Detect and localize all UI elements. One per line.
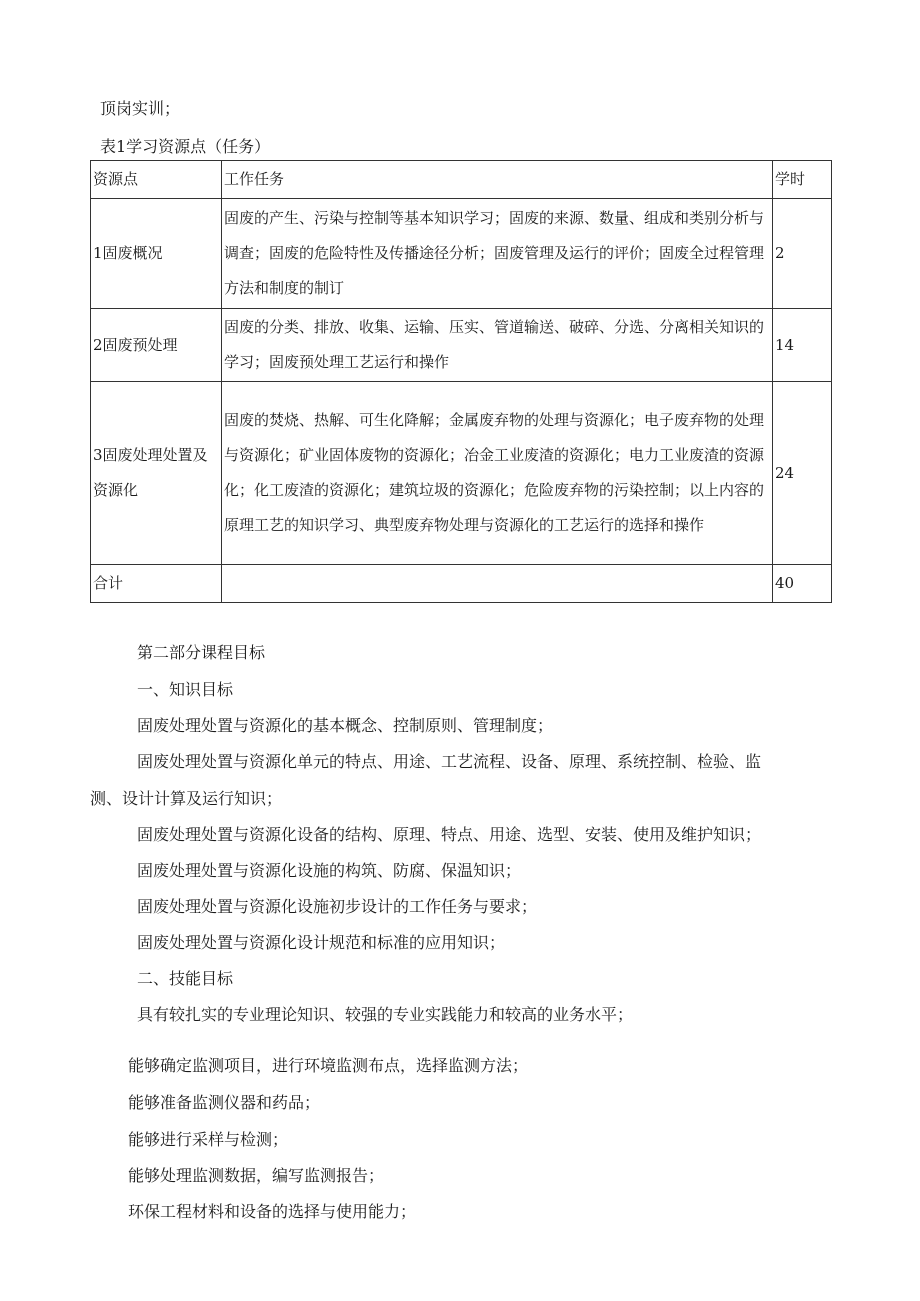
header-hours: 学时 xyxy=(773,161,832,199)
skill-heading: 二、技能目标 xyxy=(137,969,234,988)
row-point: 1固废概况 xyxy=(91,199,222,309)
row-point: 3固废处理处置及资源化 xyxy=(91,382,222,565)
knowledge-item: 固废处理处置与资源化设备的结构、原理、特点、用途、选型、安装、使用及维护知识； xyxy=(137,825,762,844)
row-task: 固废的焚烧、热解、可生化降解；金属废弃物的处理与资源化；电子废弃物的处理与资源化；矿业固体废物的资源化；冶金工业废渣的资源化；电力工业废渣的资源化；化工废渣的资源化；建筑垃圾的资源化；危险废弃物的污染控制；以上内容的原理工艺的知识学习、典型废弃物处理与资源化的工艺运行的选择和操作 xyxy=(222,382,773,565)
section2-title: 第二部分课程目标 xyxy=(137,643,266,662)
header-point: 资源点 xyxy=(91,161,222,199)
row-hours: 24 xyxy=(773,382,832,565)
knowledge-item: 固废处理处置与资源化设施的构筑、防腐、保温知识； xyxy=(137,861,522,880)
skill-item: 能够准备监测仪器和药品； xyxy=(128,1093,321,1112)
skill-intro: 具有较扎实的专业理论知识、较强的专业实践能力和较高的业务水平； xyxy=(137,1005,634,1024)
table-row xyxy=(91,309,832,382)
skill-item: 能够确定监测项目，进行环境监测布点，选择监测方法； xyxy=(128,1056,529,1075)
row-task: 固废的产生、污染与控制等基本知识学习；固废的来源、数量、组成和类别分析与调查；固废的危险特性及传播途径分析；固废管理及运行的评价；固废全过程管理方法和制度的制订 xyxy=(222,199,773,309)
knowledge-item: 固废处理处置与资源化的基本概念、控制原则、管理制度； xyxy=(137,716,554,735)
knowledge-item: 固废处理处置与资源化单元的特点、用途、工艺流程、设备、原理、系统控制、检验、监 xyxy=(137,752,762,771)
table-header-row xyxy=(91,161,832,199)
intro-line: 顶岗实训； xyxy=(100,99,181,118)
table-row xyxy=(91,565,832,603)
skill-item: 能够处理监测数据，编写监测报告； xyxy=(128,1166,385,1185)
row-task: 固废的分类、排放、收集、运输、压实、管道输送、破碎、分选、分离相关知识的学习；固废预处理工艺运行和操作 xyxy=(222,309,773,382)
skill-item: 环保工程材料和设备的选择与使用能力； xyxy=(128,1202,417,1221)
resource-table xyxy=(90,160,832,603)
table-row xyxy=(91,382,832,565)
row-hours: 40 xyxy=(773,565,832,603)
row-hours: 14 xyxy=(773,309,832,382)
table-row xyxy=(91,199,832,309)
row-hours: 2 xyxy=(773,199,832,309)
row-point: 2固废预处理 xyxy=(91,309,222,382)
table-caption: 表1学习资源点（任务） xyxy=(100,137,271,156)
row-task xyxy=(222,565,773,603)
header-task: 工作任务 xyxy=(222,161,773,199)
knowledge-item: 固废处理处置与资源化设施初步设计的工作任务与要求； xyxy=(137,897,538,916)
knowledge-item: 固废处理处置与资源化设计规范和标准的应用知识； xyxy=(137,933,506,952)
knowledge-item: 测、设计计算及运行知识； xyxy=(90,789,283,808)
row-point: 合计 xyxy=(91,565,222,603)
knowledge-heading: 一、知识目标 xyxy=(137,680,234,699)
skill-item: 能够进行采样与检测； xyxy=(128,1130,289,1149)
